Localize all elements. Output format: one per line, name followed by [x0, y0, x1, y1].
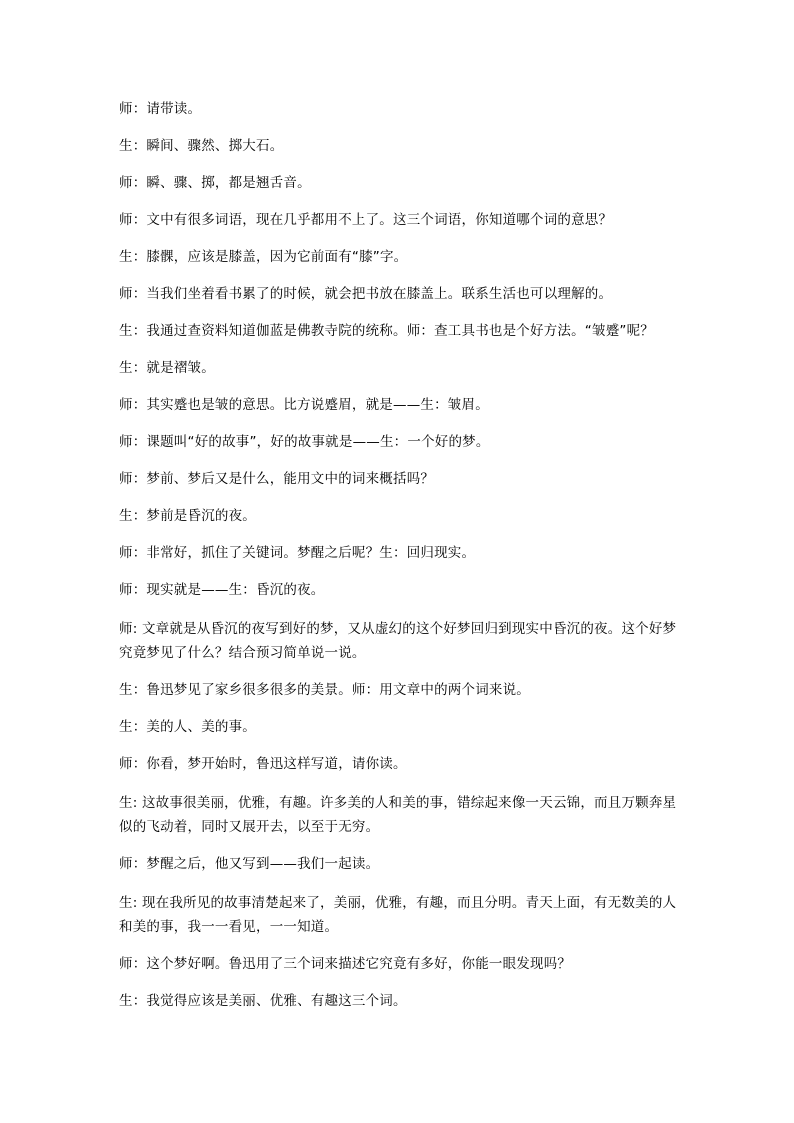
dialogue-line: 师: 文章就是从昏沉的夜写到好的梦，又从虚幻的这个好梦回归到现实中昏沉的夜。这个好梦究竟梦见了什么？结合预习简单说一说。	[119, 621, 677, 661]
dialogue-line: 生：瞬间、骤然、掷大石。	[119, 138, 284, 154]
dialogue-line: 师：梦醒之后，他又写到——我们一起读。	[119, 856, 380, 872]
dialogue-line: 生：我觉得应该是美丽、优雅、有趣这三个词。	[119, 993, 407, 1009]
dialogue-line: 生：鲁迅梦见了家乡很多很多的美景。师：用文章中的两个词来说。	[119, 682, 530, 698]
dialogue-line: 生：膝髁，应该是膝盖，因为它前面有“膝”字。	[119, 249, 408, 265]
dialogue-line: 师：非常好，抓住了关键词。梦醒之后呢？生：回归现实。	[119, 545, 476, 561]
dialogue-line: 师：文中有很多词语，现在几乎都用不上了。这三个词语，你知道哪个词的意思？	[119, 212, 613, 228]
dialogue-line: 师：其实蹙也是皱的意思。比方说蹙眉，就是——生：皱眉。	[119, 397, 489, 413]
dialogue-line: 生：我通过查资料知道伽蓝是佛教寺院的统称。师：查工具书也是个好方法。“皱蹙”呢？	[119, 323, 654, 339]
dialogue-line: 师：这个梦好啊。鲁迅用了三个词来描述它究竟有多好，你能一眼发现吗？	[119, 956, 572, 972]
dialogue-line: 师：请带读。	[119, 101, 202, 117]
dialogue-line: 师：现实就是——生：昏沉的夜。	[119, 582, 325, 598]
dialogue-line: 师：你看，梦开始时，鲁迅这样写道，请你读。	[119, 756, 407, 772]
dialogue-line: 师：课题叫“好的故事”，好的故事就是——生：一个好的梦。	[119, 434, 490, 450]
dialogue-line: 师：梦前、梦后又是什么，能用文中的词来概括吗？	[119, 471, 435, 487]
dialogue-line: 生：就是褶皱。	[119, 360, 215, 376]
dialogue-line: 生: 这故事很美丽，优雅，有趣。许多美的人和美的事，错综起来像一天云锦，而且万颗奔星似的飞动着，同时又展开去，以至于无穷。	[119, 795, 677, 835]
dialogue-line: 师：瞬、骤、掷，都是翘舌音。	[119, 175, 311, 191]
dialogue-line: 生: 现在我所见的故事清楚起来了，美丽，优雅，有趣，而且分明。青天上面，有无数美的人和美的事，我一一看见，一一知道。	[119, 895, 677, 935]
dialogue-line: 师：当我们坐着看书累了的时候，就会把书放在膝盖上。联系生活也可以理解的。	[119, 286, 613, 302]
dialogue-line: 生：美的人、美的事。	[119, 719, 256, 735]
dialogue-line: 生：梦前是昏沉的夜。	[119, 508, 256, 524]
